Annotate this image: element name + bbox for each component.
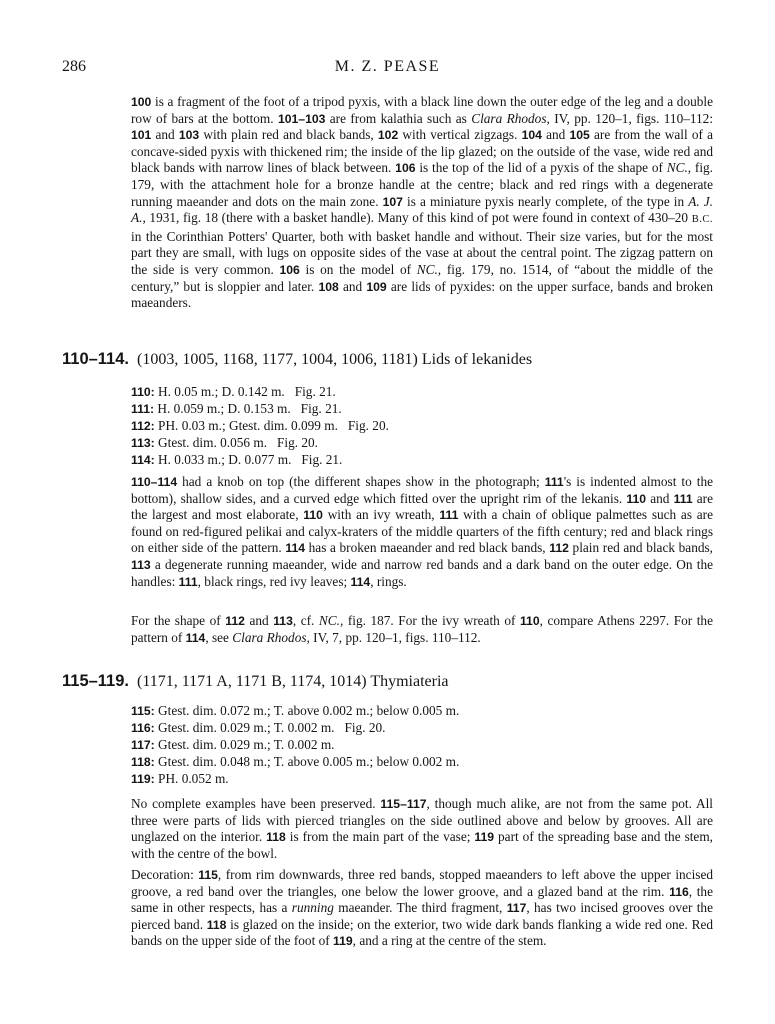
text-run: is on the model of xyxy=(299,261,417,277)
text-run: with vertical zigzags. xyxy=(398,127,522,143)
page-number: 286 xyxy=(62,58,86,75)
italic-text: NC., xyxy=(318,613,344,628)
catalog-entry xyxy=(131,400,691,417)
text-run: B.C. xyxy=(691,214,713,226)
text-run: 1931, fig. 18 (there with a basket handle). Many of this kind of pot were found in context of 430–20 xyxy=(145,210,692,226)
item-number-ref: 110 xyxy=(626,491,647,506)
item-number-ref: 112 xyxy=(549,541,569,556)
italic-text: NC., xyxy=(666,160,692,176)
catalog-entry xyxy=(131,736,691,753)
paragraph-lekanides-description xyxy=(131,474,713,590)
catalog-entry xyxy=(131,417,691,434)
text-run: is glazed on the inside; on the exterior, two wide dark bands flanking a wide red one. Red bands on the upper side of the foot of xyxy=(131,916,713,949)
text-run: with an ivy wreath, xyxy=(322,507,440,523)
item-number-ref: 106 xyxy=(395,161,416,176)
text-run: and xyxy=(151,127,179,143)
catalog-entry-id: 113: xyxy=(131,436,155,450)
italic-text: running xyxy=(291,900,334,916)
item-number-ref: 105 xyxy=(569,128,590,143)
text-run: , from rim downwards, three red bands, stopped maeanders to left above the upper incised groove, a red band over the triangles, one below the lower groove, and a glazed band at the rim. xyxy=(131,867,713,899)
item-number-ref: 101–103 xyxy=(277,111,326,126)
item-number-ref: 119 xyxy=(474,830,495,845)
text-run: and xyxy=(338,278,367,294)
section-title: (1003, 1005, 1168, 1177, 1004, 1006, 1181) Lids of lekanides xyxy=(137,351,533,368)
running-head: M. Z. PEASE xyxy=(334,58,441,75)
item-number-ref: 111 xyxy=(673,491,693,506)
text-run: is the top of the lid of a pyxis of the shape of xyxy=(415,160,667,176)
item-number-ref: 116 xyxy=(669,884,689,899)
text-run: with plain red and black bands, xyxy=(199,127,378,143)
catalog-list-lekanides xyxy=(131,383,691,468)
text-run: , though much alike, are not from the same pot. All three were parts of lids with pierced triangles on the side outlined above and below by grooves. All are unglazed on the interior. xyxy=(131,796,714,845)
text-run: , the same in other respects, has a xyxy=(131,883,713,916)
item-number-ref: 103 xyxy=(178,128,200,143)
catalog-entry-id: 114: xyxy=(131,453,155,467)
paragraph-thymiateria-description xyxy=(131,796,713,862)
italic-text: NC., xyxy=(416,261,442,277)
catalog-entry-id: 112: xyxy=(131,419,155,433)
catalog-entry-id: 111: xyxy=(131,402,155,416)
item-number-ref: 117 xyxy=(506,901,527,916)
text-run: fig. 179, no. 1514, of “about the middle of the century,” but is sloppier and later. xyxy=(131,261,714,294)
text-run: fig. 179, with the attachment hole for a bronze handle at the centre; black and red rings with a degenerate running maeander and dots on the main zone. xyxy=(131,160,714,209)
item-number-ref: 111 xyxy=(544,475,564,489)
text-run: , see xyxy=(205,629,233,645)
text-run: For the shape of xyxy=(131,613,226,628)
text-run: fig. 187. For the ivy wreath of xyxy=(343,613,520,628)
text-run: , rings. xyxy=(370,573,407,589)
text-run: maeander. The third fragment, xyxy=(333,900,507,916)
catalog-entry xyxy=(131,451,691,468)
section-number: 115–119. xyxy=(62,672,129,690)
item-number-ref: 110 xyxy=(519,614,540,628)
item-number-ref: 101 xyxy=(131,128,152,143)
item-number-ref: 102 xyxy=(377,128,399,143)
text-run: are from kalathia such as xyxy=(325,110,472,126)
item-number-ref: 118 xyxy=(266,830,286,845)
item-number-ref: 104 xyxy=(521,128,542,143)
page-header xyxy=(62,58,713,80)
catalog-entry xyxy=(131,770,691,787)
catalog-entry xyxy=(131,719,691,736)
item-number-ref: 110–114 xyxy=(131,475,178,489)
section-heading-thymiateria xyxy=(62,671,713,692)
item-number-ref: 115 xyxy=(198,868,218,882)
text-run: are the largest and most elaborate, xyxy=(131,490,714,523)
catalog-entry-dimensions: Gtest. dim. 0.029 m.; T. 0.002 m. xyxy=(154,737,335,752)
text-run: is a fragment of the foot of a tripod pyxis, with a black line down the outer edge of the leg and a double row of bars at the bottom. xyxy=(131,94,713,126)
italic-text: Clara Rhodos, xyxy=(471,110,550,126)
text-run: and xyxy=(646,490,674,506)
text-run: in the Corinthian Potters' Quarter, both with basket handle and without. Their size varies, but for the most part they are small, with lugs on opposite sides of the vase at about the central point. The zigzag pattern on the side is very common. xyxy=(131,228,713,277)
item-number-ref: 111 xyxy=(439,508,459,523)
catalog-entry-id: 110: xyxy=(131,385,155,399)
catalog-entry-id: 115: xyxy=(131,704,155,718)
item-number-ref: 113 xyxy=(131,557,151,572)
text-run: is a miniature pyxis nearly complete, of the type in xyxy=(402,193,689,209)
text-run: , black rings, red ivy leaves; xyxy=(197,573,351,589)
catalog-entry-dimensions: Gtest. dim. 0.029 m.; T. 0.002 m. Fig. 20. xyxy=(154,720,386,735)
text-run: and xyxy=(541,127,570,143)
text-run: , has two incised grooves over the pierced band. xyxy=(131,900,713,932)
section-number: 110–114. xyxy=(62,350,129,368)
item-number-ref: 112 xyxy=(225,614,245,628)
text-run: are from the wall of a concave-sided pyxis with thickened rim; the inside of the lip glazed; on the outside of the vase, wide red and black bands with narrow lines of black between. xyxy=(131,127,713,176)
catalog-entry-dimensions: Gtest. dim. 0.048 m.; T. above 0.005 m.; below 0.002 m. xyxy=(154,754,460,769)
catalog-entry-dimensions: H. 0.059 m.; D. 0.153 m. Fig. 21. xyxy=(154,401,342,416)
paragraph-pyxides xyxy=(131,94,713,312)
text-run: plain red and black bands, xyxy=(568,540,713,556)
catalog-entry-id: 119: xyxy=(131,772,155,786)
item-number-ref: 114 xyxy=(185,630,206,645)
text-run: are lids of pyxides: on the upper surface, bands and broken maeanders. xyxy=(131,278,713,311)
catalog-entry-id: 116: xyxy=(131,721,155,735)
item-number-ref: 109 xyxy=(366,279,387,294)
item-number-ref: 114 xyxy=(350,574,371,589)
section-title: (1171, 1171 A, 1171 B, 1174, 1014) Thymiateria xyxy=(137,673,449,690)
item-number-ref: 106 xyxy=(279,262,300,277)
catalog-list-thymiateria xyxy=(131,702,691,787)
item-number-ref: 115–117 xyxy=(380,797,427,811)
paragraph-thymiateria-decoration xyxy=(131,867,713,950)
text-run: Decoration: xyxy=(131,867,199,882)
text-run: and xyxy=(244,613,274,628)
item-number-ref: 114 xyxy=(285,541,306,556)
text-run: , compare Athens 2297. For the pattern of xyxy=(131,613,713,645)
italic-text: Clara Rhodos, xyxy=(232,629,310,645)
catalog-entry-dimensions: H. 0.05 m.; D. 0.142 m. Fig. 21. xyxy=(154,384,336,399)
text-run: IV, pp. 120–1, figs. 110–112: xyxy=(549,110,714,126)
item-number-ref: 119 xyxy=(333,934,353,949)
catalog-entry-dimensions: PH. 0.052 m. xyxy=(154,771,229,786)
item-number-ref: 110 xyxy=(303,508,323,523)
item-number-ref: 118 xyxy=(206,917,227,932)
item-number-ref: 108 xyxy=(318,279,339,294)
catalog-entry-dimensions: Gtest. dim. 0.056 m. Fig. 20. xyxy=(154,435,318,450)
paragraph-lekanides-comparison xyxy=(131,613,713,646)
catalog-entry-id: 117: xyxy=(131,738,155,752)
text-run: , and a ring at the centre of the stem. xyxy=(352,933,547,949)
item-number-ref: 100 xyxy=(131,95,152,109)
item-number-ref: 111 xyxy=(178,574,198,589)
italic-text: A. J. A., xyxy=(131,193,713,226)
text-run: IV, 7, pp. 120–1, figs. 110–112. xyxy=(309,629,481,645)
text-run: has a broken maeander and red black bands, xyxy=(305,540,550,556)
catalog-entry-dimensions: Gtest. dim. 0.072 m.; T. above 0.002 m.; below 0.005 m. xyxy=(154,703,460,718)
text-run: No complete examples have been preserved. xyxy=(131,796,381,811)
text-run: had a knob on top (the different shapes show in the photograph; xyxy=(177,474,545,489)
catalog-entry xyxy=(131,753,691,770)
text-run: a degenerate running maeander, wide and narrow red bands and a dark band on the outer edge. On the handles: xyxy=(131,556,713,589)
item-number-ref: 107 xyxy=(382,194,403,209)
text-run: , cf. xyxy=(292,613,319,628)
text-run: 's is indented almost to the bottom), shallow sides, and a curved edge which fitted over the upright rim of the lekanis. xyxy=(131,474,714,506)
section-heading-lekanides xyxy=(62,349,713,370)
item-number-ref: 113 xyxy=(273,614,293,628)
catalog-entry-dimensions: PH. 0.03 m.; Gtest. dim. 0.099 m. Fig. 20. xyxy=(154,418,389,433)
text-run: with a chain of oblique palmettes such as are found on red-figured pelikai and calyx-kraters of the middle quarters of the fifth century; red and black rings on either side of the pattern. xyxy=(131,507,713,556)
catalog-entry xyxy=(131,383,691,400)
catalog-entry-id: 118: xyxy=(131,755,155,769)
text-run: part of the spreading base and the stem, with the centre of the bowl. xyxy=(131,829,714,861)
catalog-entry xyxy=(131,702,691,719)
catalog-entry xyxy=(131,434,691,451)
text-run: is from the main part of the vase; xyxy=(285,829,475,845)
catalog-entry-dimensions: H. 0.033 m.; D. 0.077 m. Fig. 21. xyxy=(154,452,343,467)
